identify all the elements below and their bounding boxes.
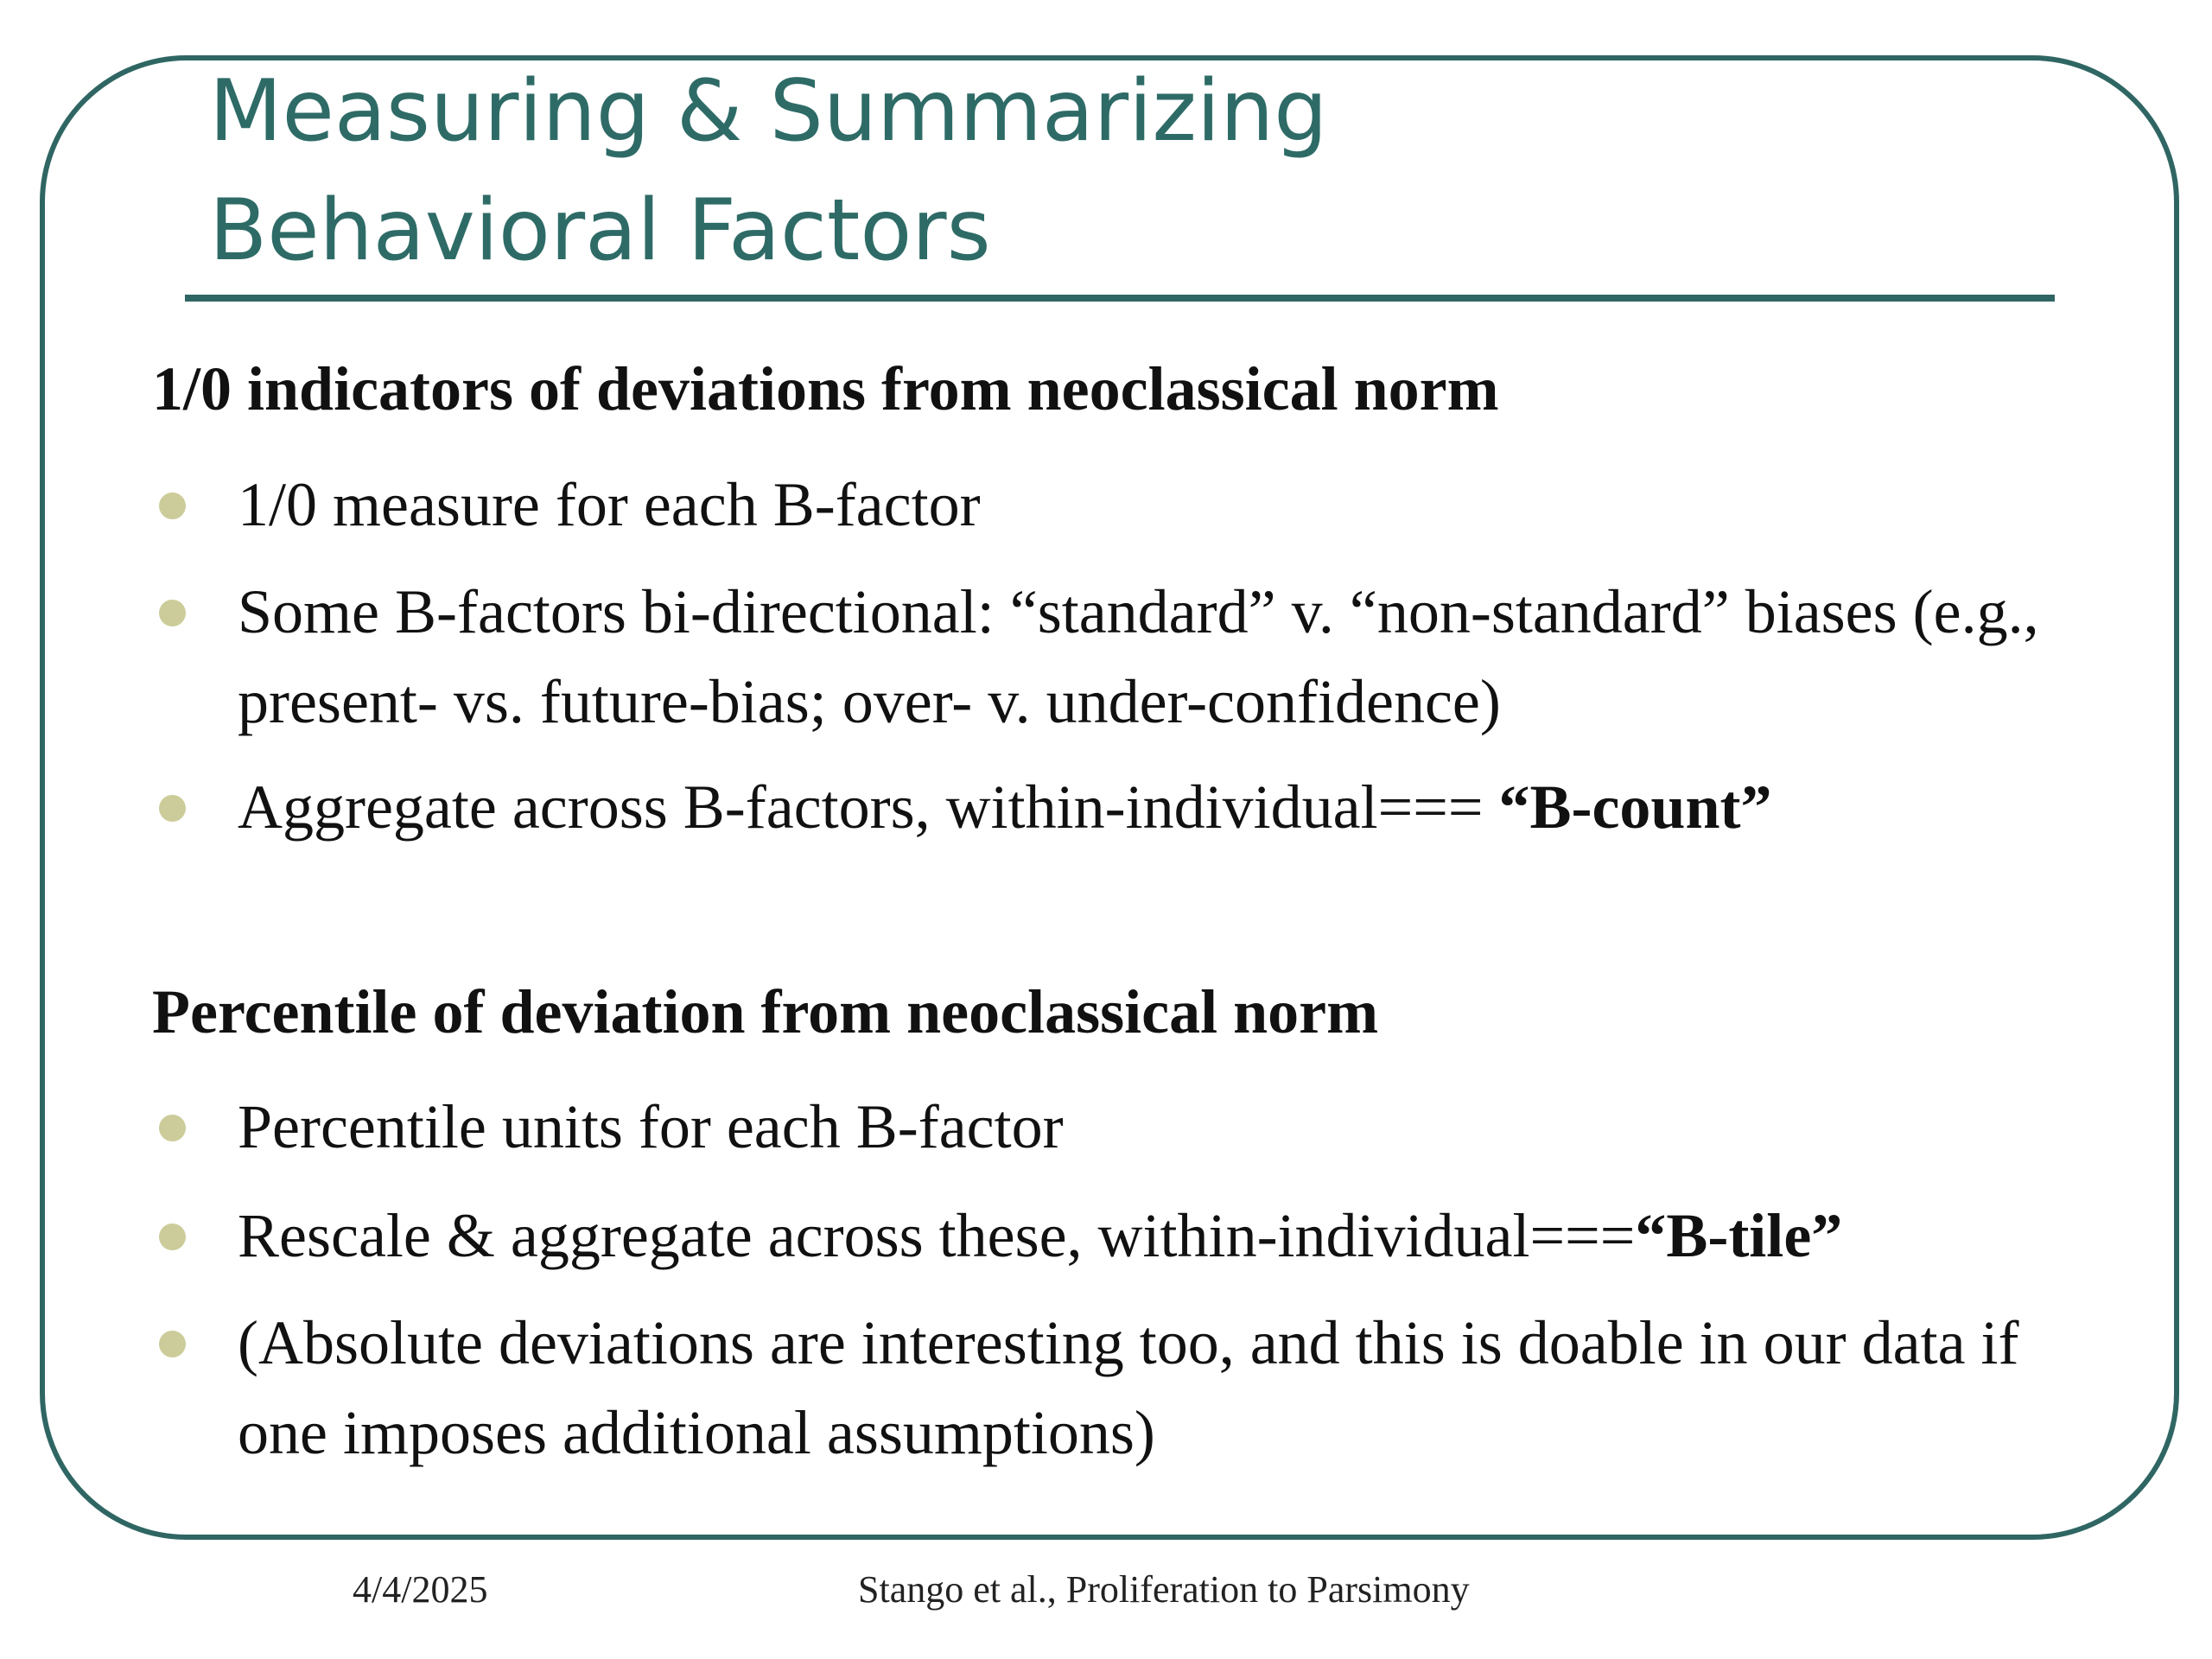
- list-item: [152, 567, 2105, 747]
- footer-citation: Stango et al., Proliferation to Parsimony: [858, 1568, 1470, 1611]
- footer-date: 4/4/2025: [353, 1568, 488, 1611]
- list-item: [152, 1298, 2105, 1478]
- title-underline: [185, 295, 2055, 302]
- bullet-icon: [159, 1224, 186, 1250]
- slide-title: [209, 52, 2067, 290]
- section-heading-indicators: 1/0 indicators of deviations from neoclassical norm: [152, 354, 1499, 423]
- list-item: [152, 460, 2105, 550]
- bullet-text: Percentile units for each B-factor: [238, 1092, 1064, 1161]
- section-heading-percentile: Percentile of deviation from neoclassical norm: [152, 977, 1379, 1046]
- list-item: [152, 762, 2105, 852]
- list-item: [152, 1082, 2105, 1172]
- bullet-emphasis: “B-tile”: [1635, 1201, 1843, 1270]
- bullet-text: Aggregate across B-factors, within-individual===: [238, 772, 1499, 842]
- bullet-icon: [159, 600, 186, 626]
- bullet-text: Some B-factors bi-directional: “standard” v. “non-standard” biases (e.g., present- vs. future-bias; over- v. under-confidence): [238, 577, 2039, 736]
- bullet-icon: [159, 1115, 186, 1141]
- bullet-text: Rescale & aggregate across these, within-individual===: [238, 1201, 1636, 1270]
- bullet-icon: [159, 795, 186, 822]
- slide-title-line-1: Measuring & Summarizing: [209, 62, 1328, 161]
- bullet-text: 1/0 measure for each B-factor: [238, 470, 981, 539]
- bullet-text: (Absolute deviations are interesting too, and this is doable in our data if one imposes additional assumptions): [238, 1308, 2019, 1467]
- bullet-icon: [159, 493, 186, 519]
- slide-title-line-2: Behavioral Factors: [209, 181, 991, 280]
- list-item: [152, 1191, 2105, 1281]
- bullet-icon: [159, 1331, 186, 1357]
- bullet-emphasis: “B-count”: [1498, 772, 1772, 842]
